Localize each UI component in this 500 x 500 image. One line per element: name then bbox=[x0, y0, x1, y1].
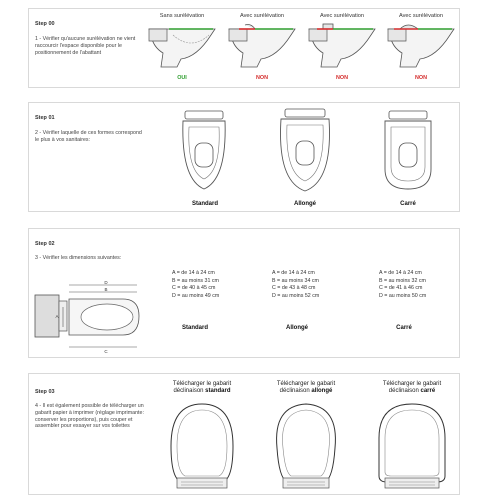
diagram-label-b: B bbox=[104, 287, 108, 292]
col-label-avec-surelevation-2: Avec surélévation bbox=[319, 13, 365, 19]
toilet-side-view-3 bbox=[307, 21, 379, 69]
diagram-label-c: C bbox=[104, 349, 108, 354]
spec-allonge bbox=[272, 270, 319, 301]
step-01-title: Step 01 bbox=[35, 115, 55, 121]
step-01-description: 2 - Vérifier laquelle de ces formes correspond le plus à vos sanitaires: bbox=[35, 130, 142, 143]
spec-standard bbox=[172, 270, 219, 301]
step-03-description: 4 - Il est également possible de télécharger un gabarit papier à imprimer (réglage imprimante: conserver les proportions), puis couper et assembler pour essayer sur vos toilettes bbox=[35, 403, 144, 430]
toilet-side-view-4 bbox=[386, 21, 458, 69]
spec-standard-b: B = au moins 31 cm bbox=[172, 277, 219, 284]
spec-allonge-a: A = de 14 à 24 cm bbox=[272, 270, 315, 276]
spec-title-carre: Carré bbox=[396, 325, 412, 331]
spec-carre-d: D = au moins 50 cm bbox=[379, 293, 427, 300]
shape-carre-icon bbox=[381, 109, 435, 193]
verdict-oui: OUI bbox=[177, 75, 187, 81]
download-name-carre: carré bbox=[420, 388, 436, 394]
template-allonge-icon[interactable] bbox=[269, 398, 343, 494]
toilet-side-view-2 bbox=[227, 21, 299, 69]
diagram-label-a: A bbox=[55, 314, 59, 319]
shape-allonge-icon bbox=[277, 107, 333, 195]
shape-label-carre: Carré bbox=[400, 201, 416, 207]
download-name-standard: standard bbox=[205, 388, 231, 394]
download-name-allonge: allongé bbox=[311, 388, 333, 394]
spec-carre-c: C = de 41 à 46 cm bbox=[379, 285, 423, 292]
download-template-allonge-link[interactable]: Télécharger le gabarit déclinaison allongé bbox=[276, 381, 336, 394]
toilet-side-view-1 bbox=[147, 21, 219, 69]
step-00-description: 1 - Vérifier qu'aucune surélévation ne vient raccourcir l'espace disponible pour le positionnement de l'abattant bbox=[35, 36, 136, 56]
spec-carre-a: A = de 14 à 24 cm bbox=[379, 270, 422, 276]
template-carre-icon[interactable] bbox=[373, 398, 451, 494]
verdict-non-1: NON bbox=[256, 75, 268, 81]
step-00-title: Step 00 bbox=[35, 21, 55, 27]
template-standard-icon[interactable] bbox=[165, 398, 239, 494]
step-02-title: Step 02 bbox=[35, 241, 55, 247]
spec-allonge-b: B = au moins 34 cm bbox=[272, 277, 319, 284]
shape-label-allonge: Allongé bbox=[294, 201, 316, 207]
shape-label-standard: Standard bbox=[191, 201, 218, 207]
spec-title-standard: Standard bbox=[181, 325, 208, 331]
step-03-title: Step 03 bbox=[35, 389, 55, 395]
shape-standard-icon bbox=[179, 109, 229, 193]
step-02-panel bbox=[28, 228, 460, 358]
spec-allonge-d: D = au moins 52 cm bbox=[272, 293, 320, 300]
verdict-non-2: NON bbox=[336, 75, 348, 81]
col-label-sans-surelevation: Sans surélévation bbox=[159, 13, 205, 19]
spec-standard-d: D = au moins 49 cm bbox=[172, 293, 220, 300]
dimensions-diagram bbox=[33, 277, 163, 357]
spec-title-allonge: Allongé bbox=[286, 325, 308, 331]
download-template-standard-link[interactable]: Télécharger le gabarit déclinaison standard bbox=[172, 381, 232, 394]
col-label-avec-surelevation-3: Avec surélévation bbox=[398, 13, 444, 19]
verdict-non-3: NON bbox=[415, 75, 427, 81]
step-00-panel bbox=[28, 8, 460, 88]
download-template-carre-link[interactable]: Télécharger le gabarit déclinaison carré bbox=[382, 381, 442, 394]
step-01-panel bbox=[28, 102, 460, 212]
spec-carre bbox=[379, 270, 426, 301]
diagram-label-d: D bbox=[104, 280, 108, 285]
step-02-description: 3 - Vérifier les dimensions suivantes: bbox=[35, 255, 122, 261]
col-label-avec-surelevation-1: Avec surélévation bbox=[239, 13, 285, 19]
spec-standard-c: C = de 40 à 45 cm bbox=[172, 285, 216, 292]
spec-standard-a: A = de 14 à 24 cm bbox=[172, 270, 215, 276]
step-03-panel bbox=[28, 373, 460, 495]
spec-allonge-c: C = de 43 à 48 cm bbox=[272, 285, 316, 292]
spec-carre-b: B = au moins 32 cm bbox=[379, 277, 426, 284]
